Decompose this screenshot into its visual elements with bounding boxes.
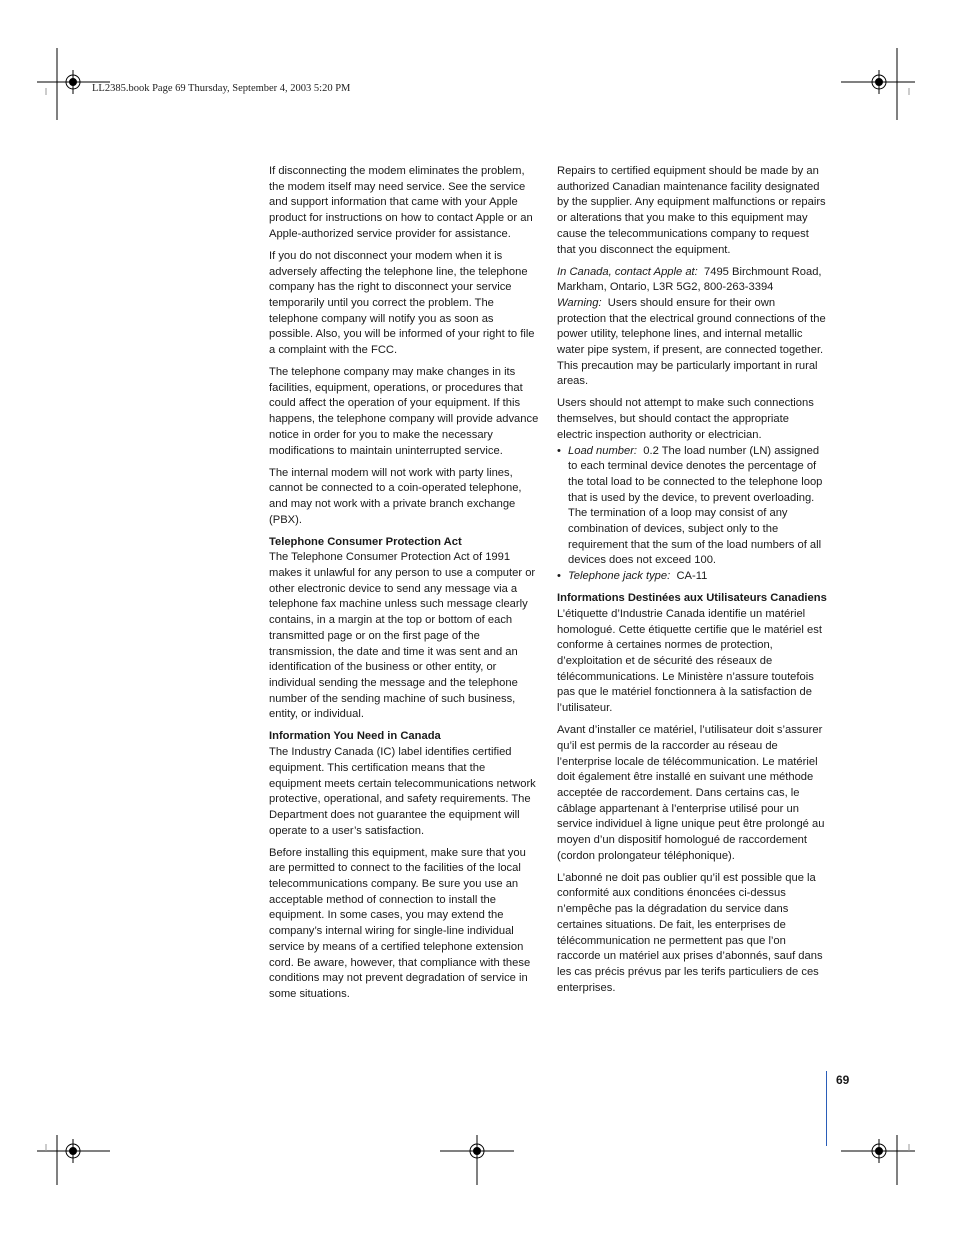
- contact-text: 7495 Birchmount Road, Markham, Ontario, L3R 5G2, 800-263-3394: [557, 265, 822, 294]
- page-number: 69: [836, 1073, 850, 1087]
- list-item-text: CA-11: [676, 570, 708, 583]
- contact-label: In Canada, contact Apple at:: [557, 265, 698, 278]
- paragraph: L’étiquette d’Industrie Canada identifie un matériel homologué. Cette étiquette certifie que le matériel est conforme à certaines normes de protection, d’exploitation et de sécurité des réseaux de télécommunications. Le Ministère n’assure toutefois pas que le matériel fonctionnera à la satisfaction de l’utilisateur.: [557, 607, 822, 715]
- page-number-rule: [826, 1071, 827, 1146]
- list-item: [557, 444, 827, 570]
- warning-text: Users should ensure for their own protection that the electrical ground connections of the power utility, telephone lines, and internal metallic water pipe system, if present, are connected together. This precaution may be particularly important in rural areas.: [557, 296, 826, 388]
- paragraph: If disconnecting the modem eliminates the problem, the modem itself may need service. See the service and support information that came with your Apple product for instructions on how to contact Apple or an Apple-authorized service provider for assistance.: [269, 165, 533, 240]
- list-item: [557, 569, 827, 585]
- paragraph: The Industry Canada (IC) label identifies certified equipment. This certification means that the equipment meets certain telecommunications network protective, operational, and safety requirements. The Department does not guarantee the equipment will operate to a user’s satisfaction.: [269, 746, 536, 837]
- paragraph: Users should not attempt to make such connections themselves, but should contact the appropriate electric inspection authority or electrician.: [557, 397, 814, 441]
- paragraph: The Telephone Consumer Protection Act of 1991 makes it unlawful for any person to use a computer or other electronic device to send any message via a telephone fax machine unless such message clearly contains, in a margin at the top or bottom of each transmitted page or on the first page of the transmission, the date and time it was sent and an identification of the business or other entity, or individual sending the message and the telephone number of the sending machine of such business, entity, or individual.: [269, 551, 536, 721]
- contact-line: [557, 265, 827, 296]
- print-slug: LL2385.book Page 69 Thursday, September 4, 2003 5:20 PM: [92, 83, 351, 94]
- list-item-text: 0.2 The load number (LN) assigned to each terminal device denotes the percentage of the total load to be connected to the telephone loop that is used by the device, to prevent overloading. The termination of a loop may consist of any combination of devices, subject only to the requirement that the sum of the load numbers of all devices does not exceed 100.: [568, 444, 823, 567]
- paragraph: The telephone company may make changes in its facilities, equipment, operations, or procedures that could affect the operation of your equipment. If this happens, the telephone company will provide advance notice in order for you to make the necessary modifications to maintain uninterrupted service.: [269, 366, 539, 457]
- section-heading: Telephone Consumer Protection Act: [269, 535, 462, 548]
- list-item-label: Telephone jack type:: [568, 570, 671, 583]
- paragraph: The internal modem will not work with party lines, cannot be connected to a coin-operated telephone, and may not work with a private branch exchange (PBX).: [269, 466, 522, 526]
- warning-paragraph: [557, 296, 827, 390]
- right-column: [557, 164, 827, 1003]
- paragraph: Avant d’installer ce matériel, l’utilisateur doit s’assurer qu’il est permis de la raccorder au réseau de l’enterprise locale de télécommunication. Le matériel doit également être installé en suivant une méthode acceptée de raccordement. Dans certains cas, le câblage appartenant à l’enterprise utilisé pour un service individuel à ligne unique peut être prolongé au moyen d’un dispositif homologué de raccordement (cordon prolongateur téléphonique).: [557, 724, 825, 862]
- paragraph: Before installing this equipment, make sure that you are permitted to connect to the facilities of the local telecommunications company. Be sure you use an acceptable method of connection to install the equipment. In some cases, you may extend the company’s internal wiring for single-line individual service by means of a certified telephone extension cord. Be aware, however, that compliance with these conditions may not prevent degradation of service in some situations.: [269, 846, 531, 1000]
- left-column: [269, 164, 539, 1009]
- paragraph: If you do not disconnect your modem when it is adversely affecting the telephone line, the telephone company has the right to disconnect your service temporarily until you correct the problem. The telephone company will notify you as soon as possible. Also, you will be informed of your right to file a complaint with the FCC.: [269, 249, 535, 357]
- warning-label: Warning:: [557, 296, 602, 309]
- section-heading: Informations Destinées aux Utilisateurs Canadiens: [557, 592, 827, 605]
- section-heading: Information You Need in Canada: [269, 730, 441, 743]
- spec-list: [557, 444, 827, 585]
- list-item-label: Load number:: [568, 444, 638, 457]
- paragraph: L’abonné ne doit pas oublier qu’il est possible que la conformité aux conditions énoncées ci-dessus n’empêche pas la dégradation du service dans certaines situations. De fait, les enterprises de télécommunication ne permettent pas que l’on raccorde un matériel aux prises d’abonnés, sauf dans les cas précis prévus par les terifs particuliers de ces enterprises.: [557, 871, 823, 994]
- paragraph: Repairs to certified equipment should be made by an authorized Canadian maintenance facility designated by the supplier. Any equipment malfunctions or repairs or alterations that you make to this equipment may cause the telecommunications company to request that you disconnect the equipment.: [557, 165, 826, 256]
